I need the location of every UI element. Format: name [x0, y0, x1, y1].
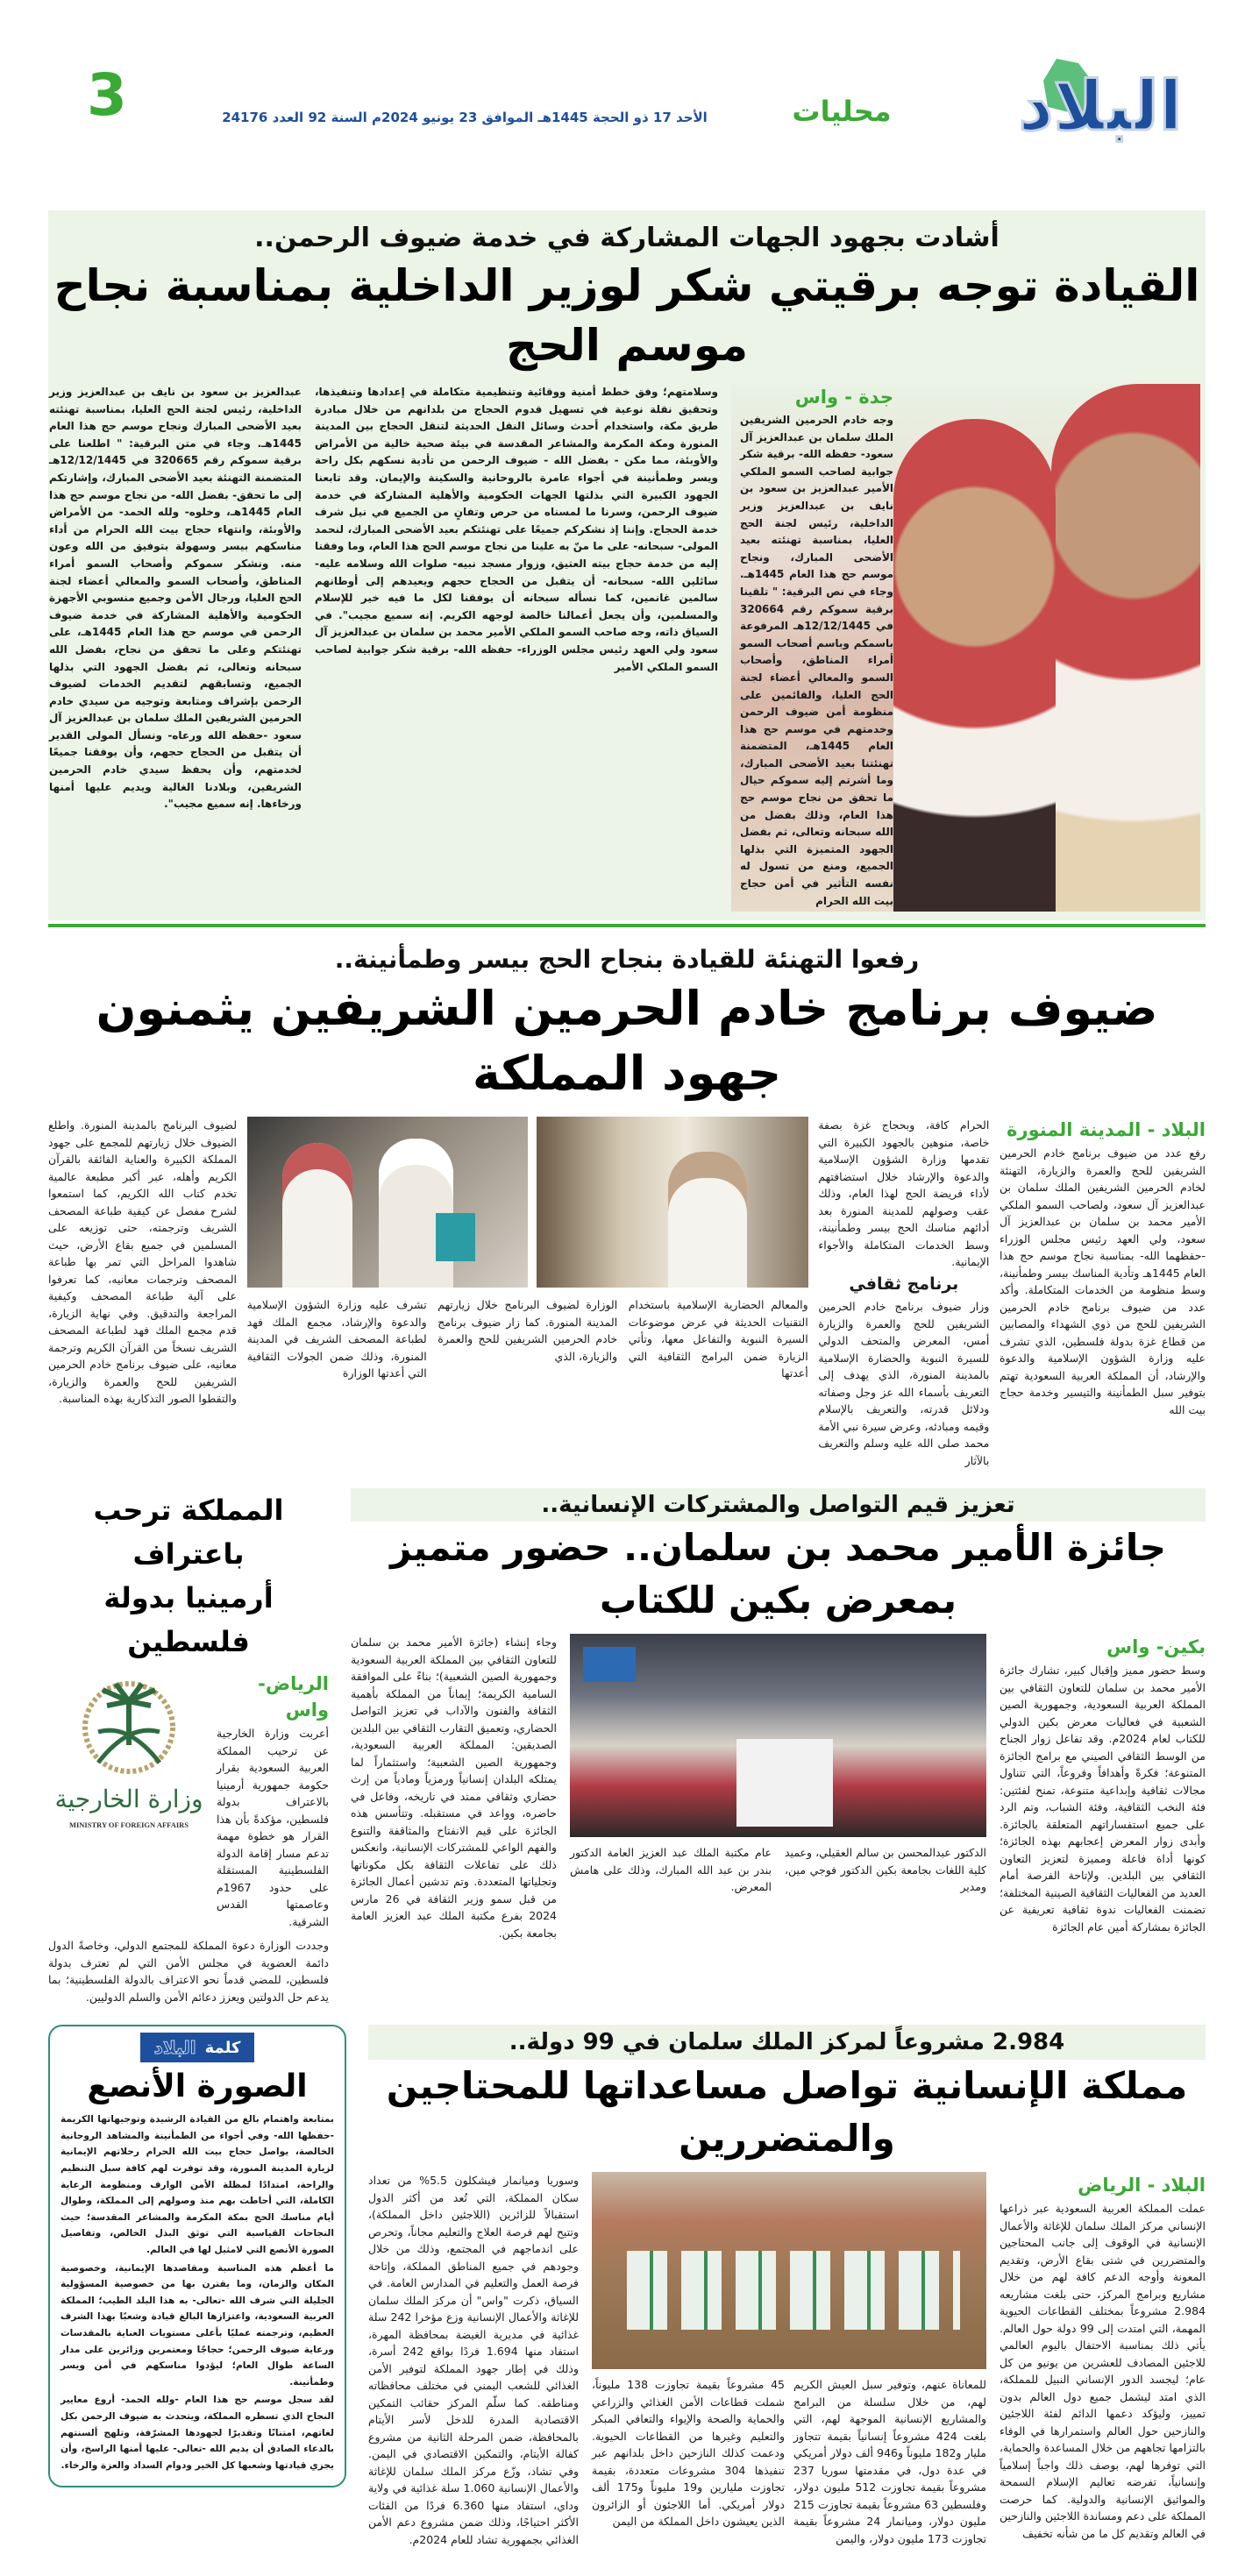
article-headline — [48, 1488, 329, 1664]
editorial-banner — [140, 2033, 254, 2062]
paragraph: لقد سجل موسم حج هذا العام -ولله الحمد- أروع معايير النجاح الذي تسطره المملكة، ويتحدث به ضيوف الرحمن بكل لغاتهم، امتنانًا وتقديرًا لجهودها المشرّفة، وتلهج ألسنتهم بالدعاء الصادق أن يديم الله -تعالى- عليها أمنها الراسخ، وأن يجزي قيادتها وشعبها كل الخير ودوام السداد والعزة والرخاء. — [60, 2395, 334, 2471]
editorial-title: الصورة الأنصع — [87, 2069, 308, 2105]
paragraph: والمعالم الحضارية الإسلامية باستخدام التقنيات الحديثة في عرض موضوعات السيرة النبوية والتفاعل معها، وتأتي الزيارة ضمن البرامج الثقافية التي أعدتها — [628, 1298, 808, 1380]
section-name: محليات — [792, 95, 892, 128]
page-number: 3 — [87, 61, 127, 129]
quran-complex-photo — [247, 1117, 528, 1288]
aid-boxes — [627, 2251, 960, 2330]
lead-article — [48, 210, 1206, 920]
article-column — [247, 1296, 427, 1384]
booth-display — [736, 1739, 833, 1827]
subheading: برنامج ثقافي — [849, 1274, 959, 1294]
article-column — [217, 1671, 329, 1932]
paragraph: بمتابعة واهتمام بالغ من القيادة الرشيدة وتوجيهاتها الكريمة -حفظها الله- وفي أجواء من الطمأنينة والمشاهد الروحانية الخالصة، يواصل حجاج بيت الله الحرام رحلاتهم الإيمانية لزيارة المدينة المنورة، وقد توفرت لهم كافة سبل التنظيم والراحة، امتدادًا لمظلة الأمن الوارف ومنظومة الرعاية الكاملة، التي أحاطت بهم منذ وصولهم إلى المملكة، وطوال أيام مناسك الحج بمكة المكرمة والمشاعر المقدسة؛ حيث النجاحات القياسية التي توثق البذل الخالص، وتفاصيل الصورة الأنصع التي لامثيل لها في العالم. — [60, 2114, 334, 2255]
caption-text: الدكتور عبدالمحسن بن سالم العقيلي، وعميد كلية اللغات بجامعة بكين الدكتور فوجي مين، ومدير — [785, 1846, 986, 1894]
logo-text: البلاد — [1018, 67, 1183, 146]
article-column — [438, 1296, 617, 1366]
article-column — [48, 1117, 237, 1409]
photo-caption — [785, 1844, 986, 1898]
booth-sign — [583, 1647, 636, 1682]
issue-date-line: الأحد 17 ذو الحجة 1445هـ الموافق 23 يونيو 2024م السنة 92 العدد 24176 — [222, 110, 708, 125]
leaders-photo — [893, 384, 1200, 912]
paragraph: أعربت وزارة الخارجية عن ترحيب المملكة العربية السعودية بقرار حكومة جمهورية أرمينيا بالاعتراف بدولة فلسطين، مؤكدةً بأن هذا القرار هو خطوة مهمة تدعم مسار إقامة الدولة الفلسطينية المستقلة على حدود 1967م وعاصمتها القدس الشرقية. — [217, 1727, 329, 1928]
paragraph: الوزارة لضيوف البرنامج خلال زيارتهم المدينة المنورة. كما زار ضيوف برنامج خادم الحرمين الشريفين للحج والعمرة والزيارة، الذي — [438, 1298, 618, 1363]
article-column — [368, 2172, 579, 2550]
paragraph: وزار ضيوف برنامج خادم الحرمين الشريفين للحج والعمرة والزيارة أمس، المعرض والمتحف الدولي للسيرة النبوية والحضارة الإسلامية بالمدينة المنورة، الذي يهدف إلى التعريف بأسماء الله عز وجل وصفاته ودلائل قدرته، والتعريف بالإسلام وقيمه ومبادئه، وعرض سيرة نبي الأمة محمد صلى الله عليه وسلم والتعريف بالآثار — [818, 1300, 990, 1467]
aid-distribution-photo — [592, 2172, 986, 2369]
article-headline: مملكة الإنسانية تواصل مساعداتها للمحتاجين والمتضررين — [386, 2064, 1188, 2161]
editorial-box — [48, 2025, 346, 2487]
paragraph: عملت المملكة العربية السعودية عبر ذراعها الإنساني مركز الملك سلمان للإغاثة والأعمال الإنسانية في الوقوف إلى جانب المحتاجين والمتضررين في شتى بقاع الأرض، وتقديم المعونة وأوجه الدعم كافة لهم من خلال مشاريع وبرامج المركز، حتى بلغت مشاريعه 2.984 مشروعاً بمختلف القطاعات الحيوية المهمة، التي امتدت إلى 99 دولة حول العالم. يأتي ذلك بمناسبة الاحتفال باليوم العالمي للاجئين المصادف للعشرين من يونيو من كل عام؛ ليجسد الدور الإنساني النبيل للمملكة، الذي امتد ليشمل جميع دول العالم بدون تمييز، وليؤكد دعمها الدائم لفئة اللاجئين والنازحين حول العالم واستمرارها في الوفاء بالتزامها تجاههم من خلال المساعدة والحماية، التي توفرها لهم، بوصف ذلك واجباً إسلامياً وإنسانياً، تفرضه تعاليم الإسلام السمحة والمواثيق الإنسانية والدولية. كما حرصت المملكة على دعم ومساندة اللاجئين والنازحين في العالم وتقديم كل ما من شأنه تخفيف — [1000, 2202, 1206, 2540]
portrait-left — [893, 419, 1056, 912]
masthead — [0, 0, 1245, 210]
article-column — [592, 2376, 785, 2532]
newspaper-logo — [995, 54, 1206, 151]
headline-line: المملكة ترحب باعتراف — [93, 1494, 284, 1572]
paragraph: عبدالعزيز بن سعود بن نايف بن عبدالعزيز وزير الداخلية، رئيس لجنة الحج العليا، بمناسبة تهنئته بعيد الأضحى المبارك ونجاح موسم حج هذا العام 1445هـ. وجاء في متن البرقية: " اطلعنا على برقية سموكم رقم 320665 في 12/12/1445هـ المتضمنة التهنئة بعيد الأضحى المبارك، وإشارتكم إلى ما تحقق- بفضل الله- من نجاح موسم حج هذا العام 1445هـ، وخلوه- ولله الحمد- من الأمراض والأوبئة، وانتهاء حجاج بيت الله الحرام من أداء مناسكهم بيسر وسهولة بتوفيق من الله وعون منه. ونشكر سموكم وأصحاب السمو أمراء المناطق، وأصحاب السمو والمعالي أعضاء لجنة الحج العليا، ورجال الأمن وجميع منسوبي الأجهزة الحكومية والأهلية المشاركة في خدمة ضيوف الرحمن في موسم حج هذا العام 1445هـ، على تهنئتكم وعلى ما تحقق من نجاح، بفضل الله سبحانه وتعالى، ثم بفضل الجهود التي بذلها الجميع، وتسابقهم لتقديم الخدمات لضيوف الرحمن بإشراف ومتابعة وتوجيه من سيدي خادم الحرمين الشريفين الملك سلمان بن عبدالعزيز آل سعود -حفظه الله ورعاه- ونسأل المولى القدير أن يتقبل من الحجاج حجهم، وأن يوفقنا جميعًا لخدمتهم، وأن يحفظ سيدي خادم الحرمين الشريفين، وبلادنا الغالية ويديم عليها أمنها ورخاءها. إنه سميع مجيب". — [49, 386, 302, 811]
article-kicker: رفعوا التهنئة للقيادة بنجاح الحج بيسر وطمأنينة.. — [334, 945, 920, 975]
logo-english-text: MINISTRY OF FOREIGN AFFAIRS — [68, 1820, 189, 1830]
museum-visit-photo — [537, 1117, 808, 1288]
dateline: بكين- واس — [1106, 1636, 1206, 1658]
banner-logo: البلاد — [153, 2037, 196, 2059]
article-column — [1000, 1117, 1206, 1420]
dateline: البلاد - المدينة المنورة — [1007, 1119, 1206, 1141]
article-headline: القيادة توجه برقيتي شكر لوزير الداخلية بمناسبة نجاح موسم الحج — [53, 260, 1200, 371]
article-column — [315, 384, 718, 678]
paragraph: وسلامتهم؛ وفق خطط أمنية ووقائية وتنظيمية متكاملة في إعدادها وتنفيذها، وتحقيق نقلة نوعية في تسهيل قدوم الحجاج من بلدانهم من خلال مبادرة طريق مكة، واستخدام أحدث وسائل النقل الحديثة لتنقل الحجاج بين المدينة المنورة ومكة المكرمة والمشاعر المقدسة في بيئة صحية خالية من الأمراض والأوبئة، مما مكن - بفضل الله - ضيوف الرحمن من تأدية نسكهم بكل راحة ويسر وطمأنينة في أجواء عامرة بالروحانية والسكينة والإيمان. وقد تابعنا الجهود الكبيرة التي بذلتها الجهات الحكومية والأهلية المشاركة في خدمة ضيوف الرحمن، وسرنا ما لمسناه من حرص وتفانٍ من الجميع في نيل شرف خدمة الحجاج. وإننا إذ نشكركم جميعًا على تهنئتكم بعيد الأضحى المبارك، لنحمد المولى- سبحانه- على ما منّ به علينا من نجاح موسم الحج هذا العام، وما وفقنا إليه من خدمة حجاج بيته العتيق، وزوار مسجد نبيه- صلوات الله وسلامه عليه- سائلين الله- سبحانه- أن يتقبل من الحجاج حجهم ويعيدهم إلى أوطانهم سالمين غانمين، كما نسأله سبحانه أن يوفقنا لكل ما فيه خير للإسلام والمسلمين، وأن يجعل أعمالنا خالصة لوجهه الكريم. إنه سميع مجيب". في السياق ذاته، وجه صاحب السمو الملكي الأمير محمد بن سلمان بن عبدالعزيز آل سعود ولي العهد رئيس مجلس الوزراء- حفظه الله- برقية شكر جوابية لصاحب السمو الملكي الأمير — [315, 386, 718, 673]
paragraph: وجاء إنشاء (جائزة الأمير محمد بن سلمان للتعاون الثقافي بين المملكة العربية السعودية وجمهورية الصين الشعبية)؛ بناءً على الموافقة السامية الكريمة؛ إيماناً من المملكة بأهمية الثقافة والفنون والآداب في تعزيز التواصل الحضاري، وتعميق التقارب الثقافي بين البلدين الصديقين: المملكة العربية السعودية، وجمهورية الصين الشعبية؛ واستثماراً لما يمتلكه البلدان إنسانياً ورمزياً ومادياً من إرث حضاري وثقافي ممتد في تاريخه، وفاعل في حاضره، وواعد في مستقبله. وتتأسس هذه الجائزة على قيم الانفتاح والمثاقفة والتنوع والفهم الواعي للمشتركات الإنسانية، وانعكس ذلك على تفاعلات الثقافة بكل مكوناتها وتجلياتها المتعددة. وتم تدشين أعمال الجائزة من قبل سمو وزير الثقافة في 26 مارس 2024 بفرع مكتبة الملك عبد العزيز العامة بجامعة بكين. — [351, 1636, 557, 1940]
palm-swords-emblem-icon — [76, 1679, 181, 1776]
paragraph: وجددت الوزارة دعوة المملكة للمجتمع الدولي، وخاصةً الدول دائمة العضوية في مجلس الأمن التي لم تعترف بدولة فلسطين، للمضي قدماً نحو الاعتراف بالدولة الفلسطينية؛ بما يدعم حل الدولتين ويعزز دعائم الأمن والسلم الدوليين. — [48, 1939, 329, 2004]
article-column — [1000, 1634, 1206, 1937]
article-column — [793, 2376, 986, 2549]
photo-caption — [570, 1844, 772, 1898]
editorial-body — [60, 2111, 334, 2473]
caption-text: عام مكتبة الملك عبد العزيز العامة الدكتور بندر بن عبد الله المبارك، وذلك على هامش المعرض. — [570, 1846, 772, 1894]
banner-word: كلمة — [204, 2038, 241, 2057]
article-column — [48, 1937, 329, 2005]
paragraph: وجه خادم الحرمين الشريفين الملك سلمان بن عبدالعزيز آل سعود- حفظه الله- برقية شكر جوابية لصاحب السمو الملكي الأمير عبدالعزيز بن سعود بن نايف بن عبدالعزيز وزير الداخلية، رئيس لجنة الحج العليا، بمناسبة تهنئته بعيد الأضحى المبارك، ونجاح موسم حج هذا العام 1445هـ. وجاء في نص البرقية: " تلقينا برقية سموكم رقم 320664 في 12/12/1445هـ المرفوعة باسمكم وباسم أصحاب السمو أمراء المناطق، وأصحاب السمو والمعالي أعضاء لجنة الحج العليا، والقائمين على منظومة أمن ضيوف الرحمن وخدمتهم في موسم حج هذا العام 1445هـ، المتضمنة تهنئتنا بعيد الأضحى المبارك، وما أشرتم إليه سموكم حيال ما تحقق من نجاح موسم حج هذا العام، وذلك بفضل من الله سبحانه وتعالى، ثم بفضل الجهود المتميزة التي بذلها الجميع، ومنع من تسول له نفسه التأثير في أمن حجاج بيت الله الحرام — [740, 414, 894, 907]
dateline: الرياض- واس — [258, 1673, 329, 1721]
dateline: جدة - واس — [794, 387, 893, 408]
divider — [48, 924, 1206, 927]
paragraph: الحرام كافة، وبحجاج غزة بصفة خاصة، منوهين بالجهود الكبيرة التي تقدمها وزارة الشؤون الإسلامية والدعوة والإرشاد خلال استضافتهم لأداء فريضة الحج لهذا العام، وذلك عقب وصولهم للمدينة المنورة بعد أدائهم مناسك الحج بيسر وطمأنينة، وسط الخدمات المتكاملة والأجواء الإيمانية. — [818, 1118, 990, 1269]
article-kicker: أشادت بجهود الجهات المشاركة في خدمة ضيوف الرحمن.. — [254, 223, 1000, 253]
book-fair-booth-photo — [570, 1634, 986, 1837]
headline-line: أرمينيا بدولة فلسطين — [103, 1581, 274, 1659]
article-column — [49, 384, 302, 815]
article-column — [1000, 2172, 1206, 2544]
article-aid — [368, 2025, 1206, 2550]
article-armenia — [48, 1488, 329, 2007]
paragraph: وسط حضور مميز وإقبال كبير، تشارك جائزة الأمير محمد بن سلمان للتعاون الثقافي بين المملكة العربية السعودية، وجمهورية الصين الشعبية في فعاليات معرض بكين الدولي للكتاب لعام 2024م. وقد تفاعل زوار الجناح من الوسط الثقافي الصيني مع برامج الجائزة المتنوعة؛ فكرةً وأهدافاً وفروعاً، التي تتناول مجالات ثقافية وإبداعية متنوعة، تمنح لفئتين: فئة النخب الثقافية، وفئة الشباب، وتم الرد على جميع استفساراتهم المتعلقة بالجائزة. وأبدى زوار المعرض إعجابهم بهذه الجائزة؛ كونها أداة فاعلة ومميزة لتعزيز التعاون الثقافي بين البلدين. ولإتاحة الفرصة أمام العديد من الفعاليات الثقافية الصينية المختلفة؛ تضمنت الفعاليات ندوة ثقافية تعريفية عن الجائزة بمشاركة أمين عام الجائزة — [1000, 1664, 1206, 1934]
article-headline: جائزة الأمير محمد بن سلمان.. حضور متميز بمعرض بكين للكتاب — [390, 1526, 1166, 1622]
person — [282, 1143, 352, 1288]
dateline: البلاد - الرياض — [1078, 2175, 1206, 2196]
article-prize — [351, 1488, 1206, 1943]
paragraph: للمعاناة عنهم، وتوفير سبل العيش الكريم لهم، من خلال سلسلة من البرامج والمشاريع الإنسانية الموجهة لهم، التي بلغت 424 مشروعاً إنسانياً بقيمة تتجاوز مليار و182 مليوناً و946 ألف دولار أمريكي في عدة دول، في مقدمتها سوريا 237 مشروعاً بقيمة تجاوزت 512 مليون دولار، وفلسطين 63 مشروعاً بقيمة تجاوزت 215 مليون دولار، وميانمار 24 مشروعاً بقيمة تجاوزت 173 مليون دولار، واليمن — [793, 2378, 987, 2545]
article-column — [736, 384, 893, 912]
logo-arabic-text: وزارة الخارجية — [54, 1785, 203, 1814]
paragraph: رفع عدد من ضيوف برنامج خادم الحرمين الشريفين للحج والعمرة والزيارة، التهنئة لخادم الحرمين الشريفين الملك سلمان بن عبدالعزيز آل سعود، ولصاحب السمو الملكي الأمير محمد بن سلمان بن عبدالعزيز آل سعود، ولي العهد رئيس مجلس الوزراء -حفظهما الله- بمناسبة نجاح موسم حج هذا العام 1445هـ وتأدية المناسك بيسر وطمأنينة، وسط منظومة من الخدمات المتكاملة. وأكد عدد من ضيوف برنامج خادم الحرمين الشريفين للحج من ذوي الشهداء والمصابين من قطاع غزة بدولة فلسطين، الذي تشرف عليه وزارة الشؤون الإسلامية والدعوة والإرشاد، أن المملكة العربية السعودية تهتم بتوفير سبل الطمأنينة والتيسير وخدمة حجاج بيت الله — [1000, 1146, 1206, 1416]
paragraph: وسوريا وميانمار فيشكلون 5.5% من تعداد سكان المملكة، التي تُعد من أكثر الدول استقبالاً للزائرين (اللاجئين داخل المملكة)، وتتيح لهم فرصة العلاج والتعليم مجاناً، وتحرص على اندماجهم في المجتمع، وذلك من خلال وجودهم في جميع المناطق المملكة، وإتاحة فرصة العمل والتعليم في المدارس العامة. في السياق، ذكرت "واس" أن مركز الملك سلمان للإغاثة والأعمال الإنسانية وزع مؤخرا 242 سلة غذائية في مديرية الغيضة بمحافظة المهرة، استفاد منها 1.694 فردًا بواقع 242 أسرة، وذلك في إطار جهود المملكة لتوفير الأمن الغذائي للشعب اليمني في مختلف محافظاته ومناطقه. كما سلّم المركز حقائب التمكين الاقتصادية المدرة للدخل لأسر الأيتام بالمحافظة، ضمن المرحلة الثانية من مشروع كفالة الأيتام، والتمكين الاقتصادي في اليمن. وفي تشاد، وزّع مركز الملك سلمان للإغاثة والأعمال الإنسانية 1.060 سلة غذائية في ولاية وداي، استفاد منها 6.360 فردًا من الفئات الأكثر احتياجًا، وذلك ضمن مشروع دعم الأمن الغذائي بجمهورية تشاد للعام 2024م. — [368, 2174, 579, 2546]
article-kicker: تعزيز قيم التواصل والمشتركات الإنسانية.. — [351, 1488, 1206, 1522]
paragraph: لضيوف البرنامج بالمدينة المنورة. واطلع الضيوف خلال زيارتهم للمجمع على جهود المملكة الكبيرة والعناية الفائقة بالقرآن الكريم وأهله، عبر أكبر مطبعة عالمية تخدم كتاب الله الكريم، كما استمعوا لشرح مفصل عن كيفية طباعة المصحف الشريف وترجمته، حتى توزيعه على المسلمين في جميع بقاع الأرض، حيث شاهدوا المراحل التي تمر بها طباعة المصحف وترجمات معانيه، كما تعرفوا على آلية طباعة المصحف وكيفية المراجعة والتدقيق. وفي نهاية الزيارة، قدم مجمع الملك فهد لطباعة المصحف الشريف نسخاً من القرآن الكريم وترجمة معانيه، على ضيوف برنامج خادم الحرمين الشريفين للحج والعمرة والزيارة، والتقطوا الصور التذكارية بهذه المناسبة. — [48, 1118, 238, 1406]
article-kicker: 2.984 مشروعاً لمركز الملك سلمان في 99 دولة.. — [368, 2025, 1206, 2060]
paragraph: تشرف عليه وزارة الشؤون الإسلامية والدعوة والإرشاد، مجمع الملك فهد لطباعة المصحف الشريف في المدينة المنورة، وذلك ضمن الجولات الثقافية التي أعدتها الوزارة — [246, 1298, 427, 1380]
article-column — [818, 1117, 989, 1471]
article-headline: ضيوف برنامج خادم الحرمين الشريفين يثمنون جهود المملكة — [96, 981, 1158, 1102]
gift-bag — [436, 1213, 475, 1261]
paragraph: 45 مشروعاً بقيمة تجاوزت 138 مليوناً، شملت قطاعات الأمن الغذائي والزراعي والحماية والصحة والإيواء والتعافي المبكر والتعليم وغيرها من القطاعات الحيوية. ودعمت كذلك النازحين داخل بلدانهم عبر تنفيذها 304 مشروعات متعددة، بقيمة تجاوزت مليارين و19 مليوناً و175 ألف دولار أمريكي. أما اللاجئون أو الزائرون الذين يعيشون داخل المملكة من اليمن — [592, 2378, 786, 2529]
person — [668, 1152, 747, 1288]
article-column — [629, 1296, 808, 1384]
ministry-logo — [48, 1671, 210, 1830]
leaders-photo-block — [731, 384, 1200, 912]
paragraph: ما أعظم هذه المناسبة ومقاصدها الإيمانية، وخصوصية المكان والزمان، وما يقترن بها من خصوصية المسؤولية الجليلة التي شرف الله -تعالى- به هذا البلد الطيب؛ المملكة العربية السعودية، واعتزازها البالغ قيادة وشعبًا بهذا الشرف العظيم، وترجمته عمليًا بأعلى مستويات العناية بالمقدسات ورعاية ضيوف الرحمن؛ حجاجًا ومعتمرين وزائرين على مدار الساعة طوال العام؛ ليؤدوا مناسكهم في أمن ويسر وطمأنينة. — [60, 2262, 334, 2388]
portrait-right — [1051, 384, 1200, 912]
article-column — [351, 1634, 557, 1943]
